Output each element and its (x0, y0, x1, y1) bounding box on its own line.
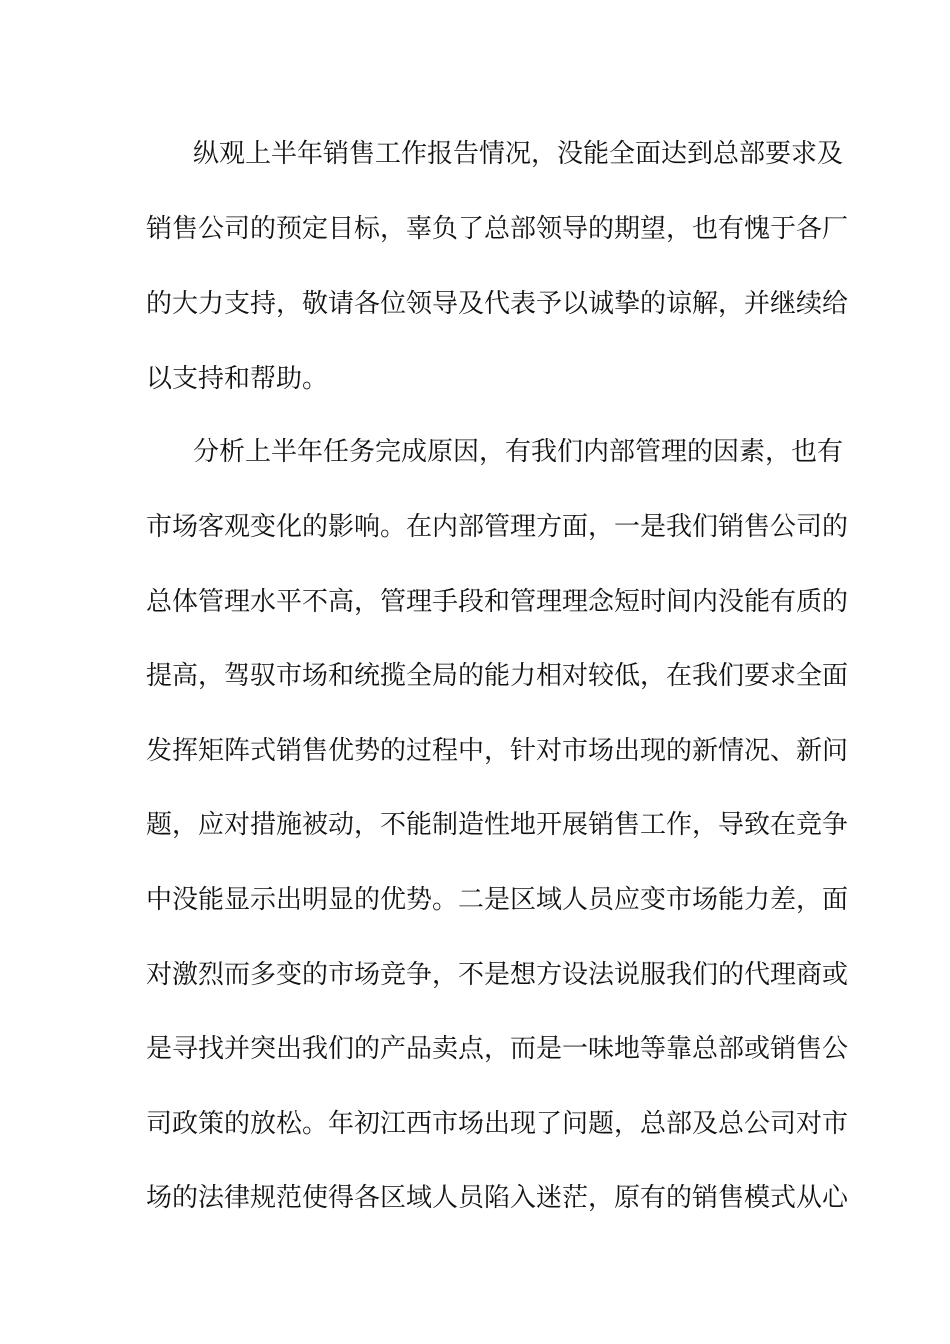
paragraph-2-line-5: 发挥矩阵式销售优势的过程中，针对市场出现的新情况、新问 (146, 736, 849, 766)
paragraph-1-line-2: 销售公司的预定目标，辜负了总部领导的期望，也有愧于各厂 (146, 214, 849, 244)
paragraph-1-line-3: 的大力支持，敬请各位领导及代表予以诚挚的谅解，并继续给 (146, 289, 849, 319)
paragraph-2-line-9: 是寻找并突出我们的产品卖点，而是一味地等靠总部或销售公 (146, 1034, 849, 1064)
paragraph-2-line-4: 提高，驾驭市场和统揽全局的能力相对较低，在我们要求全面 (146, 661, 849, 691)
paragraph-2-line-11: 场的法律规范使得各区域人员陷入迷茫，原有的销售模式从心 (146, 1183, 849, 1213)
paragraph-1-line-1: 纵观上半年销售工作报告情况，没能全面达到总部要求及 (193, 139, 844, 169)
paragraph-2-line-1: 分析上半年任务完成原因，有我们内部管理的因素，也有 (193, 437, 844, 467)
paragraph-2-line-10: 司政策的放松。年初江西市场出现了问题，总部及总公司对市 (146, 1109, 849, 1139)
paragraph-2-line-3: 总体管理水平不高，管理手段和管理理念短时间内没能有质的 (146, 587, 849, 617)
paragraph-2-line-6: 题，应对措施被动，不能制造性地开展销售工作，导致在竞争 (146, 810, 849, 840)
paragraph-2-line-8: 对激烈而多变的市场竞争，不是想方设法说服我们的代理商或 (146, 960, 849, 990)
paragraph-1-line-4: 以支持和帮助。 (146, 364, 329, 394)
paragraph-2-line-2: 市场客观变化的影响。在内部管理方面，一是我们销售公司的 (146, 512, 849, 542)
paragraph-2-line-7: 中没能显示出明显的优势。二是区域人员应变市场能力差，面 (146, 885, 849, 915)
